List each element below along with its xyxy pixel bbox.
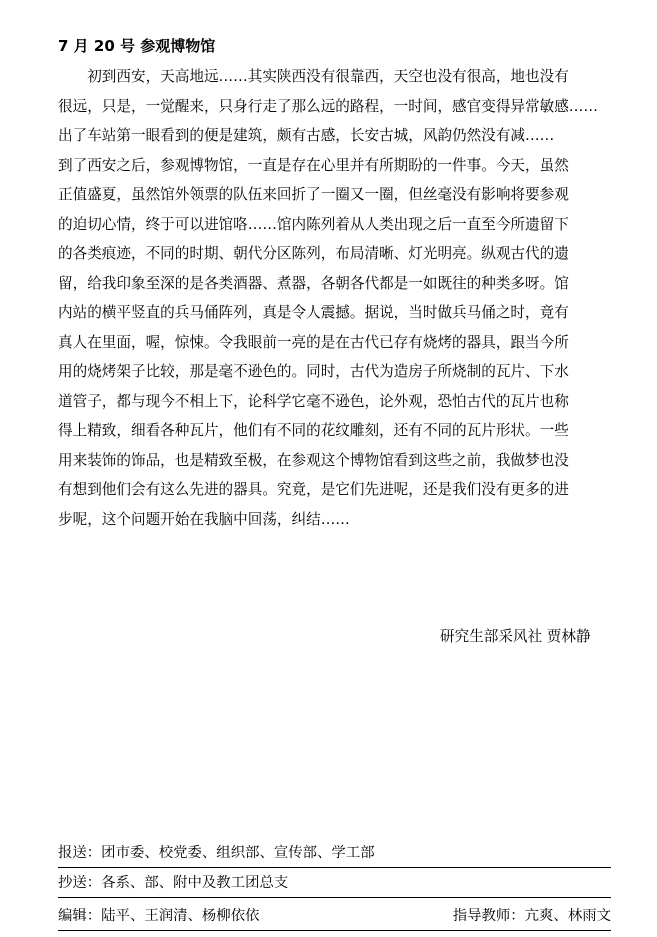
body-line: 得上精致，细看各种瓦片，他们有不同的花纹雕刻，还有不同的瓦片形状。一些 [58,422,569,439]
body-line: 很远，只是，一觉醒来，只身行走了那么远的路程，一时间，感官变得异常敏感…… [58,97,598,115]
body-line: 初到西安，天高地远……其实陕西没有很靠西，天空也没有很高，地也没有 [58,68,569,85]
footer-editors-row [58,906,611,931]
author-signature: 研究生部采风社 贾林静 [440,628,591,645]
footer-advisors: 指导教师：亢爽、林雨文 [452,908,611,924]
footer-editors: 编辑：陆平、王润清、杨柳依依 [58,908,260,924]
footer-distribution-row [58,843,611,868]
footer-copy-to: 抄送：各系、部、附中及教工团总支 [58,875,289,891]
body-line: 正值盛夏，虽然馆外领票的队伍来回折了一圈又一圈，但丝毫没有影响将要参观 [58,186,569,203]
footer-copy-row [58,873,611,898]
body-line: 用的烧烤架子比较，那是毫不逊色的。同时，古代为造房子所烧制的瓦片、下水 [58,363,569,380]
body-line: 道管子，都与现今不相上下，论科学它毫不逊色，论外观，恐怕古代的瓦片也称 [58,392,569,410]
body-line: 步呢，这个问题开始在我脑中回荡，纠结…… [58,510,350,528]
body-line: 的各类痕迹，不同的时期、朝代分区陈列，布局清晰、灯光明亮。纵观古代的遗 [58,245,569,262]
body-line: 真人在里面，喔，惊悚。令我眼前一亮的是在古代已存有烧烤的器具，跟当今所 [58,333,569,351]
body-line: 出了车站第一眼看到的便是建筑，颇有古感，长安古城，风韵仍然没有减…… [58,127,555,144]
body-line: 有想到他们会有这么先进的器具。究竟，是它们先进呢，还是我们没有更多的进 [58,481,569,498]
article-title: 7 月 20 号 参观博物馆 [58,37,216,55]
body-line: 用来装饰的饰品，也是精致至极，在参观这个博物馆看到这些之前，我做梦也没 [58,451,569,469]
footer-distribution: 报送：团市委、校党委、组织部、宣传部、学工部 [58,845,375,861]
body-line: 到了西安之后，参观博物馆，一直是存在心里并有所期盼的一件事。今天，虽然 [58,156,569,174]
body-line: 内站的横平竖直的兵马俑阵列，真是令人震撼。据说，当时做兵马俑之时，竟有 [58,304,569,321]
article-body [58,62,613,534]
body-line: 留，给我印象至深的是各类酒器、煮器，各朝各代都是一如既往的种类多呀。馆 [58,274,569,292]
body-line: 的迫切心情，终于可以进馆咯……馆内陈列着从人类出现之后一直至今所遗留下 [58,215,569,233]
